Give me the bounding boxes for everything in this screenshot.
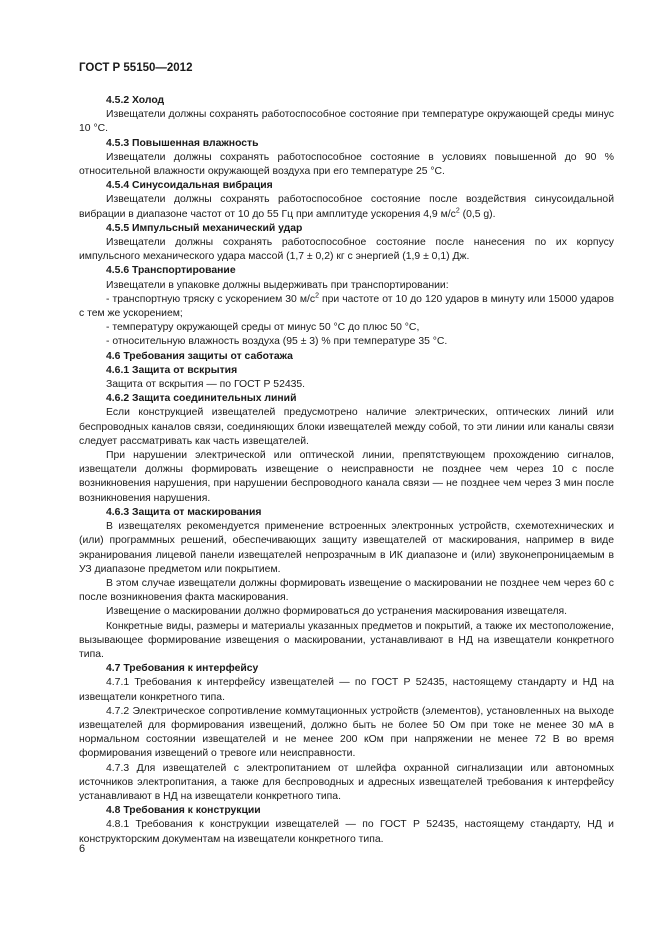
paragraph	[79, 193, 614, 221]
section-heading-4-6: 4.6 Требования защиты от саботажа	[106, 350, 293, 362]
heading-4-5-5: 4.5.5 Импульсный механический удар	[106, 222, 303, 234]
paragraph: Если конструкцией извещателей предусмотрено наличие электрических, оптических линий или беспроводных каналов связи, соединяющих блоки извещателей между собой, то эти линии или каналы связи следует рассматривать как часть извещателей.	[79, 407, 614, 447]
paragraph: Защита от вскрытия — по ГОСТ Р 52435.	[106, 379, 306, 391]
heading-4-6-1: 4.6.1 Защита от вскрытия	[106, 364, 238, 376]
heading-4-6-2: 4.6.2 Защита соединительных линий	[106, 393, 297, 405]
section-heading-4-7: 4.7 Требования к интерфейсу	[106, 663, 259, 675]
text-run: - транспортную тряску с ускорением 30 м/с	[106, 293, 316, 305]
paragraph: В этом случае извещатели должны формировать извещение о маскировании не позднее чем через 60 с после возникновения факта маскирования.	[79, 577, 614, 604]
section-heading-4-8: 4.8 Требования к конструкции	[106, 805, 261, 817]
paragraph: Извещатели в упаковке должны выдерживать при транспортировании:	[106, 279, 449, 291]
paragraph: 4.7.1 Требования к интерфейсу извещателей — по ГОСТ Р 52435, настоящему стандарту и НД на извещатели конкретного типа.	[79, 677, 614, 703]
heading-4-6-3: 4.6.3 Защита от маскирования	[106, 506, 262, 518]
list-item: - относительную влажность воздуха (95 ± 3) % при температуре 35 °С.	[106, 336, 448, 348]
paragraph: Извещатели должны сохранять работоспособное состояние после нанесения по их корпусу импульсного механического удара массой (1,7 ± 0,2) кг с энергией (1,9 ± 0,1) Дж.	[79, 237, 614, 263]
heading-4-5-2: 4.5.2 Холод	[106, 95, 165, 106]
paragraph: 4.7.3 Для извещателей с электропитанием от шлейфа охранной сигнализации или автономных источников электропитания, а также для беспроводных и адресных извещателей требования к интерфейсу устанавливают в НД на извещатели конкретного типа.	[79, 762, 614, 802]
text-run: Извещатели должны сохранять работоспособное состояние после воздействия синусоидальной вибрации в диапазоне частот от 10 до 55 Гц при амплитуде ускорения 4,9 м/с	[79, 194, 614, 220]
heading-4-5-3: 4.5.3 Повышенная влажность	[106, 137, 259, 149]
text-run: при частоте от 10 до 120 ударов в минуту или 15000 ударов с тем же ускорением;	[79, 293, 614, 320]
document-page	[79, 62, 614, 847]
paragraph: Конкретные виды, размеры и материалы указанных предметов и покрытий, а также их местоположение, вызывающее формирование извещения о маскировании, устанавливают в НД на извещатели конкретного типа.	[79, 620, 614, 660]
page-number: 6	[79, 843, 86, 855]
paragraph: Извещение о маскировании должно формироваться до устранения маскирования извещателя.	[106, 606, 568, 618]
document-header: ГОСТ Р 55150—2012	[79, 62, 193, 74]
document-body	[79, 94, 614, 847]
superscript: 2	[315, 292, 319, 300]
superscript: 2	[455, 207, 460, 215]
paragraph: При нарушении электрической или оптической линии, препятствующем прохождению сигналов, извещатели должны формировать извещение о неисправности не позднее чем через 10 с после возникновения нарушения, при нарушении беспроводного канала связи — не позднее чем через 3 мин после возникновения нарушения.	[79, 450, 614, 504]
paragraph: Извещатели должны сохранять работоспособное состояние при температуре окружающей среды минус 10 °С.	[79, 109, 614, 135]
paragraph: 4.7.2 Электрическое сопротивление коммутационных устройств (элементов), установленных на выходе извещателей для формирования извещений, должно быть не более 50 Ом при токе не менее 30 мА в нормальном состоянии извещателей и не менее 200 кОм при напряжении не менее 72 В во время формирования извещений о тревоге или неисправности.	[79, 705, 614, 760]
paragraph: В извещателях рекомендуется применение встроенных электронных устройств, схемотехнических и (или) программных решений, обеспечивающих защиту извещателей от маскирования, например в виде экранирования лицевой панели извещателей непрозрачным в ИК диапазоне и (или) звуконепроницаемым в УЗ диапазоне предметом или покрытием.	[79, 521, 614, 575]
paragraph: 4.8.1 Требования к конструкции извещателей — по ГОСТ Р 52435, настоящему стандарту, НД и конструкторским документам на извещатели конкретного типа.	[79, 819, 614, 845]
list-item	[79, 293, 614, 321]
text-run: (0,5 g).	[459, 208, 496, 220]
heading-4-5-6: 4.5.6 Транспортирование	[106, 265, 236, 277]
list-item: - температуру окружающей среды от минус 50 °С до плюс 50 °С,	[106, 322, 420, 334]
paragraph: Извещатели должны сохранять работоспособное состояние в условиях повышенной до 90 % относительной влажности окружающей воздуха при его температуре 25 °С.	[79, 151, 614, 178]
heading-4-5-4: 4.5.4 Синусоидальная вибрация	[106, 180, 273, 192]
